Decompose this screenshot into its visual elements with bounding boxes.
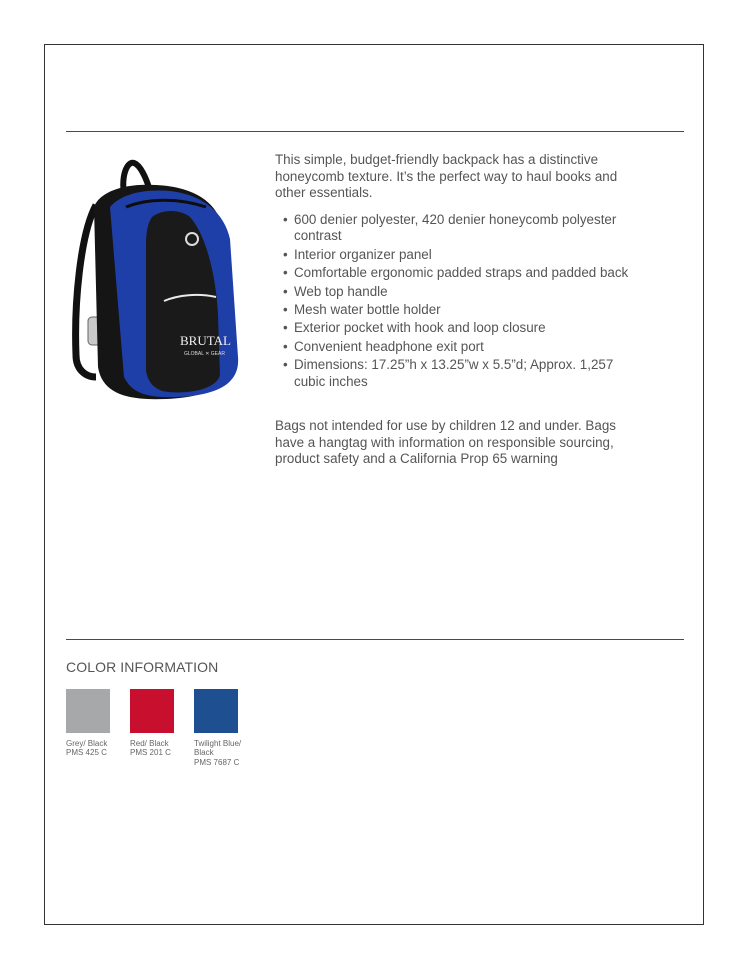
backpack-image	[66, 155, 246, 405]
feature-list	[275, 212, 635, 391]
swatch-pms: PMS 201 C	[130, 748, 171, 758]
feature-item: • Dimensions: 17.25”h x 13.25”w x 5.5”d; Approx. 1,257 cubic inches	[275, 357, 635, 390]
color-swatch	[194, 689, 238, 733]
top-divider	[66, 131, 684, 132]
swatch-pms: PMS 425 C	[66, 748, 107, 758]
color-swatches	[66, 689, 258, 767]
bottom-divider	[66, 639, 684, 640]
feature-item: • Web top handle	[275, 284, 635, 301]
product-details	[275, 152, 635, 468]
color-swatch	[66, 689, 110, 733]
feature-item: • Mesh water bottle holder	[275, 302, 635, 319]
feature-item: • Interior organizer panel	[275, 247, 635, 264]
svg-text:BRUTAL: BRUTAL	[180, 333, 231, 348]
swatch-name: Twilight Blue/ Black	[194, 739, 242, 758]
swatch-red-black	[130, 689, 194, 767]
color-information-heading: COLOR INFORMATION	[66, 659, 219, 675]
svg-text:GLOBAL ✕ GEAR: GLOBAL ✕ GEAR	[184, 351, 225, 357]
feature-item: • Convenient headphone exit port	[275, 339, 635, 356]
swatch-name: Grey/ Black	[66, 739, 108, 748]
swatch-twilight-blue-black	[194, 689, 258, 767]
swatch-name: Red/ Black	[130, 739, 169, 748]
feature-item: • Comfortable ergonomic padded straps and padded back	[275, 265, 635, 282]
color-swatch	[130, 689, 174, 733]
swatch-pms: PMS 7687 C	[194, 757, 240, 767]
product-description: This simple, budget-friendly backpack has a distinctive honeycomb texture. It’s the perfect way to haul books and other essentials.	[275, 152, 618, 201]
safety-notice: Bags not intended for use by children 12 and under. Bags have a hangtag with information on responsible sourcing, product safety and a California Prop 65 warning	[275, 418, 616, 467]
swatch-grey-black	[66, 689, 130, 767]
feature-item: • Exterior pocket with hook and loop closure	[275, 320, 635, 337]
feature-item: • 600 denier polyester, 420 denier honeycomb polyester contrast	[275, 212, 635, 245]
